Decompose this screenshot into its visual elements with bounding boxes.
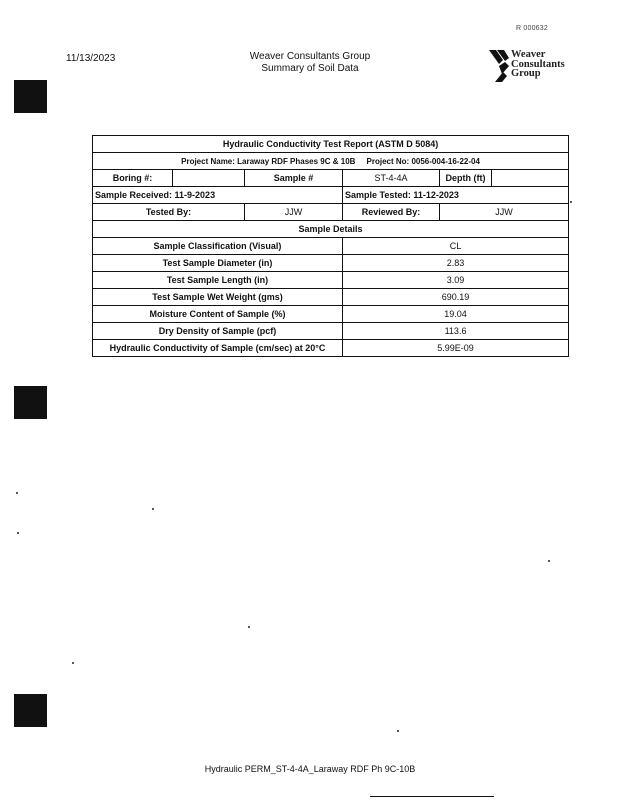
reviewed-by-value: JJW [440,204,569,221]
detail-value: 19.04 [343,306,569,323]
logo-line-1: Weaver [511,49,546,60]
detail-value: 3.09 [343,272,569,289]
redaction-block [14,80,47,113]
scan-speck [16,492,18,494]
detail-label: Dry Density of Sample (pcf) [93,323,343,340]
reviewed-by-label: Reviewed By: [343,204,440,221]
detail-row [93,306,569,323]
detail-row [93,289,569,306]
project-name: Project Name: Laraway RDF Phases 9C & 10B [181,156,356,166]
detail-label: Sample Classification (Visual) [93,238,343,255]
sample-received: Sample Received: 11-9-2023 [93,187,343,204]
detail-row [93,340,569,357]
depth-value [492,170,569,187]
detail-row [93,238,569,255]
detail-value: 113.6 [343,323,569,340]
footer-rule [370,796,494,797]
sample-number-label: Sample # [245,170,343,187]
detail-value: 690.19 [343,289,569,306]
weaver-logo-mark-icon [489,50,511,82]
logo-line-2: Consultants [511,58,565,70]
bates-number: R 000632 [516,25,548,32]
company-name: Weaver Consultants Group [249,51,371,62]
company-logo [489,50,579,84]
page-header-title [180,51,440,75]
tested-by-label: Tested By: [93,204,245,221]
detail-value: 2.83 [343,255,569,272]
scan-speck [570,201,572,203]
scan-speck [548,560,550,562]
report-title: Hydraulic Conductivity Test Report (ASTM D 5084) [93,136,569,153]
detail-row [93,272,569,289]
tested-by-value: JJW [245,204,343,221]
report-date: 11/13/2023 [66,53,116,64]
summary-title: Summary of Soil Data [261,63,359,74]
detail-label: Test Sample Wet Weight (gms) [93,289,343,306]
detail-label: Moisture Content of Sample (%) [93,306,343,323]
scan-speck [397,730,399,732]
footer-filename: Hydraulic PERM_ST-4-4A_Laraway RDF Ph 9C-10B [204,764,416,774]
boring-value [173,170,245,187]
logo-wordmark [511,50,565,79]
project-info-row [93,153,569,170]
scan-speck [17,532,19,534]
scan-speck [248,626,250,628]
detail-value: 5.99E-09 [343,340,569,357]
detail-label: Hydraulic Conductivity of Sample (cm/sec) at 20°C [93,340,343,357]
scan-speck [152,508,154,510]
depth-label: Depth (ft) [440,170,492,187]
redaction-block [14,386,47,419]
boring-label: Boring #: [93,170,173,187]
logo-line-3: Group [511,68,541,79]
detail-row [93,323,569,340]
scan-speck [72,662,74,664]
sample-tested: Sample Tested: 11-12-2023 [343,187,569,204]
project-number: Project No: 0056-004-16-22-04 [366,156,480,166]
sample-number-value: ST-4-4A [343,170,440,187]
hydraulic-conductivity-table [92,135,569,357]
detail-value: CL [343,238,569,255]
detail-label: Test Sample Diameter (in) [93,255,343,272]
detail-label: Test Sample Length (in) [93,272,343,289]
redaction-block [14,694,47,727]
sample-details-header: Sample Details [93,221,569,238]
detail-row [93,255,569,272]
